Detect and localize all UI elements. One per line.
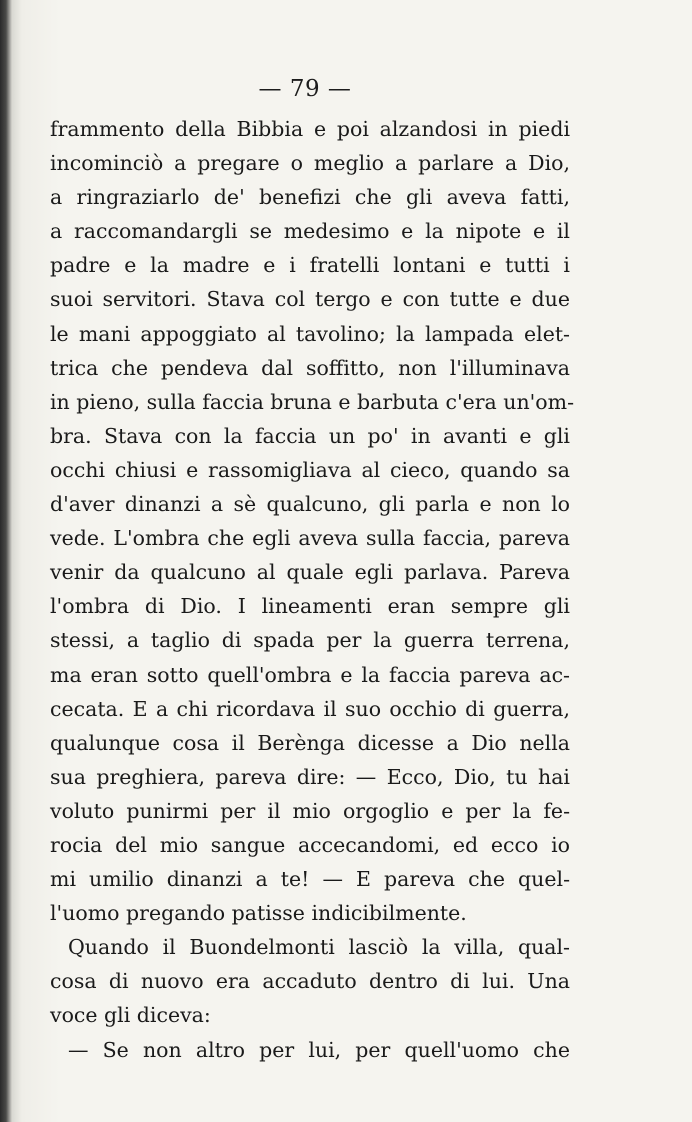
text-line: mi umilio dinanzi a te! — E pareva che quel- <box>50 867 570 892</box>
text-line: bra. Stava con la faccia un po' in avanti e gli <box>50 423 570 448</box>
text-line: incominciò a pregare o meglio a parlare a Dio, <box>50 151 570 176</box>
page-text <box>50 112 575 1067</box>
text-line: ma eran sotto quell'ombra e la faccia pareva ac- <box>50 662 570 687</box>
text-line: l'ombra di Dio. I lineamenti eran sempre gli <box>50 594 570 619</box>
text-line: suoi servitori. Stava col tergo e con tutte e due <box>50 287 570 312</box>
text-line: d'aver dinanzi a sè qualcuno, gli parla e non lo <box>50 492 570 517</box>
text-line: venir da qualcuno al quale egli parlava. Pareva <box>50 560 570 585</box>
text-line: qualunque cosa il Berènga dicesse a Dio nella <box>50 730 570 755</box>
text-line: voluto punirmi per il mio orgoglio e per la fe- <box>50 798 570 823</box>
text-line: stessi, a taglio di spada per la guerra terrena, <box>50 628 570 653</box>
text-line: a ringraziarlo de' benefizi che gli aveva fatti, <box>50 185 570 210</box>
text-line: frammento della Bibbia e poi alzandosi in piedi <box>50 117 570 141</box>
page-number: — 79 — <box>258 76 352 102</box>
text-line: trica che pendeva dal soffitto, non l'illuminava <box>50 355 570 380</box>
text-line: in pieno, sulla faccia bruna e barbuta c'era un'om- <box>50 389 575 414</box>
text-line: rocia del mio sangue accecandomi, ed ecco io <box>50 832 570 857</box>
text-line: cosa di nuovo era accaduto dentro di lui. Una <box>50 969 570 994</box>
paragraph-start-line: Quando il Buondelmonti lasciò la villa, qual- <box>68 935 570 960</box>
text-line: vede. L'ombra che egli aveva sulla faccia, pareva <box>50 526 570 551</box>
text-line: sua preghiera, pareva dire: — Ecco, Dio, tu hai <box>50 764 570 789</box>
text-line: a raccomandargli se medesimo e la nipote e il <box>50 219 570 244</box>
text-line: voce gli diceva: <box>50 1003 211 1028</box>
text-line: le mani appoggiato al tavolino; la lampada elet- <box>50 321 570 346</box>
text-line: l'uomo pregando patisse indicibilmente. <box>50 901 467 926</box>
text-line: cecata. E a chi ricordava il suo occhio di guerra, <box>50 696 570 721</box>
text-line: occhi chiusi e rassomigliava al cieco, quando sa <box>50 457 570 482</box>
dialogue-line: — Se non altro per lui, per quell'uomo che <box>68 1037 570 1062</box>
text-line: padre e la madre e i fratelli lontani e tutti i <box>50 253 570 278</box>
